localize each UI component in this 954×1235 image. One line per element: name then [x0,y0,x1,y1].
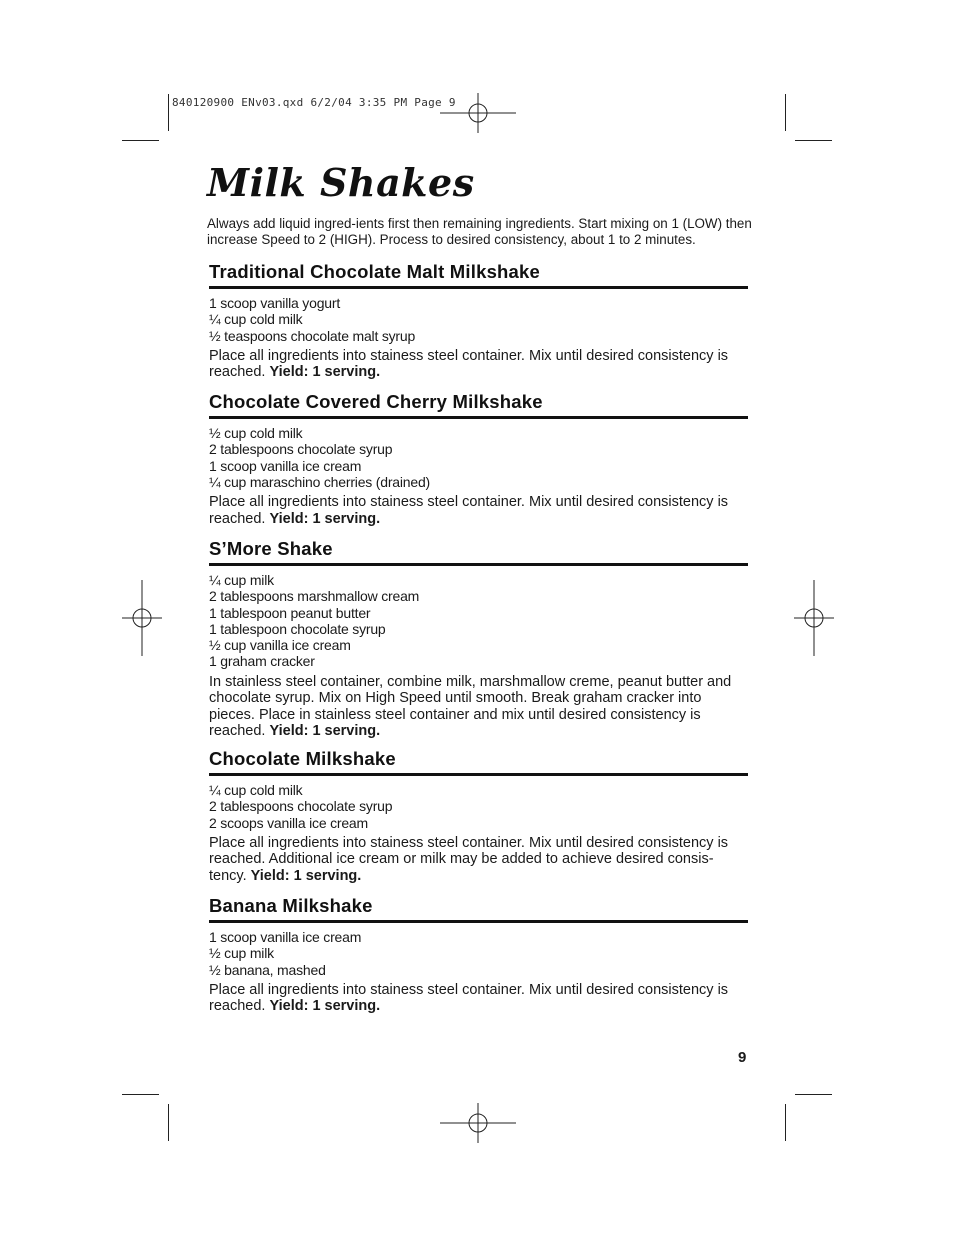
recipe-banana-milkshake [209,895,748,1015]
page-title: Milk Shakes [207,160,475,205]
directions-text: In stainless steel container, combine milk, marshmallow creme, peanut butter and chocolate syrup. Mix on High Speed until smooth. Break graham cracker into pieces. Place in stainless steel container and mix until desired consistency is reached. [209,673,732,740]
crop-mark [795,1094,832,1095]
ingredient-item: ½ cup milk [209,945,274,962]
recipe-heading: Chocolate Covered Cherry Milkshake [209,391,748,419]
recipe-directions [209,835,748,885]
ingredient-item: 1 tablespoon chocolate syrup [209,620,386,637]
intro-text: Always add liquid ingred-ients first then remaining ingredients. Start mixing on 1 (LOW) then increase Speed to 2 (HIGH). Process to desired consistency, about 1 to 2 minutes. [207,216,752,247]
ingredient-item: 1 scoop vanilla ice cream [209,457,362,474]
ingredient-item: ½ teaspoons chocolate malt syrup [209,327,416,344]
ingredient-list [209,295,748,344]
ingredient-item: ½ banana, mashed [209,961,326,978]
ingredient-item: 1 tablespoon peanut butter [209,604,371,621]
registration-mark-top [440,93,516,133]
yield-text: Yield: 1 serving. [269,998,381,1015]
yield-text: Yield: 1 serving. [250,867,362,884]
ingredient-item: ½ cup cold milk [209,425,303,441]
ingredient-list [209,572,748,670]
ingredient-item: 1 scoop vanilla yogurt [209,295,341,311]
print-slug: 840120900 ENv03.qxd 6/2/04 3:35 PM Page 9 [172,96,456,109]
ingredient-item: 2 tablespoons marshmallow cream [209,588,420,605]
ingredient-list [209,425,748,490]
page-number: 9 [738,1049,747,1066]
crop-mark [122,140,159,141]
registration-mark-bottom [440,1103,516,1143]
registration-mark-left [122,580,162,656]
ingredient-item: ½ cup vanilla ice cream [209,637,351,654]
directions-text: Place all ingredients into stainess steel container. Mix until desired consistency is reached. [209,347,729,381]
yield-text: Yield: 1 serving. [269,510,381,527]
crop-mark [785,1104,786,1141]
crop-mark [122,1094,159,1095]
recipe-directions [209,494,748,527]
recipe-traditional-chocolate-malt [209,261,748,381]
recipe-chocolate-covered-cherry [209,391,748,527]
recipe-heading: Banana Milkshake [209,895,748,923]
ingredient-list [209,929,748,978]
recipe-heading: S’More Shake [209,538,748,566]
crop-mark [785,94,786,131]
crop-mark [168,94,169,131]
ingredient-item: ¼ cup maraschino cherries (drained) [209,473,430,490]
ingredient-item: ¼ cup cold milk [209,311,303,328]
directions-text: Place all ingredients into stainess steel container. Mix until desired consistency is reached. [209,981,729,1015]
registration-mark-right [794,580,834,656]
ingredient-item: ¼ cup milk [209,572,274,588]
ingredient-item: 2 tablespoons chocolate syrup [209,798,393,815]
ingredient-item: 2 tablespoons chocolate syrup [209,441,393,458]
yield-text: Yield: 1 serving. [269,723,381,740]
yield-text: Yield: 1 serving. [269,364,381,381]
ingredient-item: 2 scoops vanilla ice cream [209,814,368,831]
ingredient-item: 1 graham cracker [209,653,315,670]
directions-text: Place all ingredients into stainess steel container. Mix until desired consistency is reached. Additional ice cream or milk may be added to achieve desired consis- tency. [209,834,729,884]
recipe-heading: Chocolate Milkshake [209,748,748,776]
recipe-directions [209,674,743,740]
ingredient-list [209,782,748,831]
crop-mark [168,1104,169,1141]
directions-text: Place all ingredients into stainess steel container. Mix until desired consistency is reached. [209,494,729,527]
recipe-chocolate-milkshake [209,748,748,884]
ingredient-item: 1 scoop vanilla ice cream [209,929,362,945]
recipe-heading: Traditional Chocolate Malt Milkshake [209,261,748,289]
recipe-smore-shake [209,538,748,740]
recipe-directions [209,348,748,381]
crop-mark [795,140,832,141]
ingredient-item: ¼ cup cold milk [209,782,303,798]
recipe-directions [209,982,748,1015]
